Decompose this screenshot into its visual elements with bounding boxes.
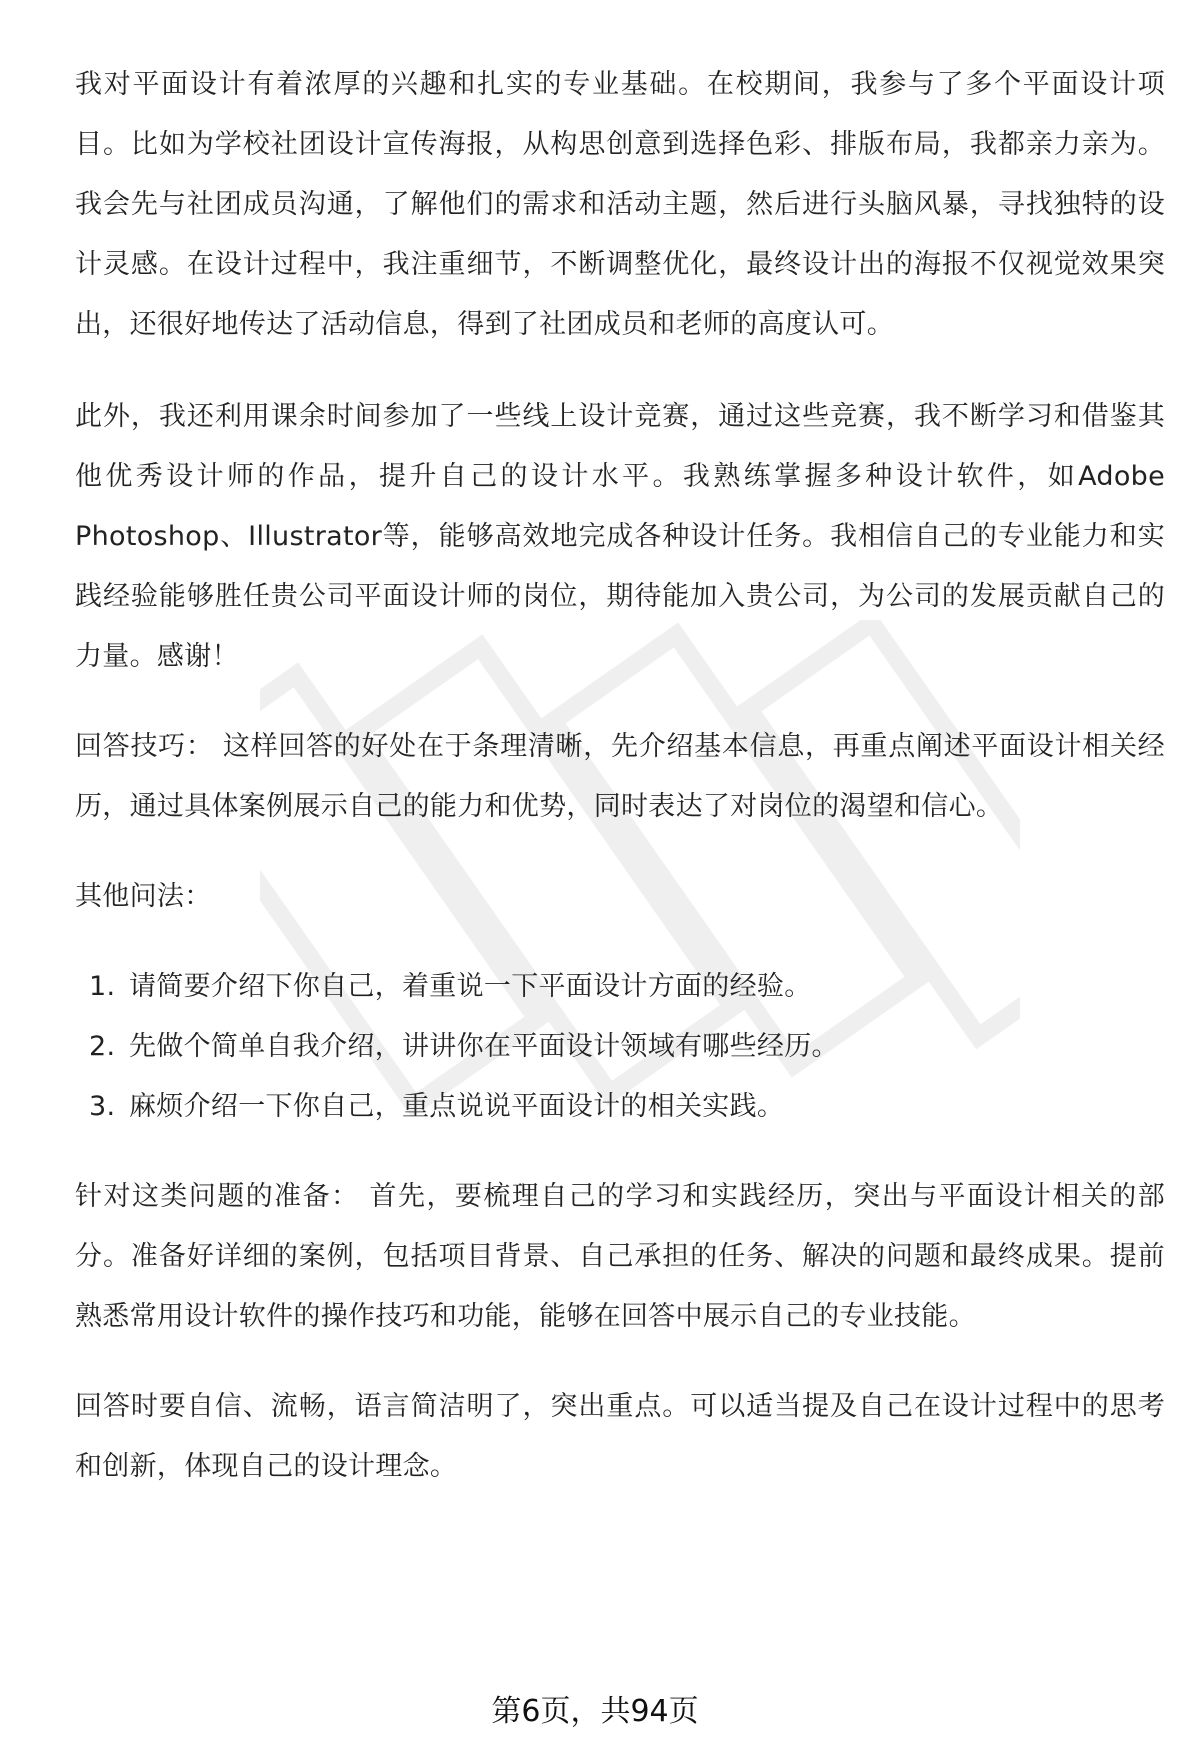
list-item bbox=[75, 957, 1165, 1017]
main-content bbox=[75, 55, 1165, 1497]
list-item-number: 3. bbox=[89, 1091, 116, 1122]
list-item-number: 1. bbox=[89, 971, 116, 1002]
list-item bbox=[75, 1077, 1165, 1137]
paragraph-preparation: 针对这类问题的准备： 首先，要梳理自己的学习和实践经历，突出与平面设计相关的部分。准备好详细的案例，包括项目背景、自己承担的任务、解决的问题和最终成果。提前熟悉常用设计软件的操作技巧和功能，能够在回答中展示自己的专业技能。 bbox=[75, 1181, 1165, 1332]
paragraph-answer-tips: 回答技巧： 这样回答的好处在于条理清晰，先介绍基本信息，再重点阐述平面设计相关经历，通过具体案例展示自己的能力和优势，同时表达了对岗位的渴望和信心。 bbox=[75, 731, 1165, 822]
paragraph-design-experience: 我对平面设计有着浓厚的兴趣和扎实的专业基础。在校期间，我参与了多个平面设计项目。比如为学校社团设计宣传海报，从构思创意到选择色彩、排版布局，我都亲力亲为。我会先与社团成员沟通，了解他们的需求和活动主题，然后进行头脑风暴，寻找独特的设计灵感。在设计过程中，我注重细节，不断调整优化，最终设计出的海报不仅视觉效果突出，还很好地传达了活动信息，得到了社团成员和老师的高度认可。 bbox=[75, 69, 1165, 340]
page-number-footer: 第6页，共94页 bbox=[491, 1694, 699, 1729]
list-item-text: 麻烦介绍一下你自己，重点说说平面设计的相关实践。 bbox=[129, 1091, 785, 1122]
list-item-number: 2. bbox=[89, 1031, 116, 1062]
list-item-text: 先做个简单自我介绍，讲讲你在平面设计领域有哪些经历。 bbox=[129, 1031, 839, 1062]
list-item bbox=[75, 1017, 1165, 1077]
alt-questions-list bbox=[75, 957, 1165, 1137]
paragraph-other-phrasings-heading: 其他问法： bbox=[75, 881, 212, 912]
paragraph-competitions-skills: 此外，我还利用课余时间参加了一些线上设计竞赛，通过这些竞赛，我不断学习和借鉴其他优秀设计师的作品，提升自己的设计水平。我熟练掌握多种设计软件，如Adobe Photoshop、Illustrator等，能够高效地完成各种设计任务。我相信自己的专业能力和实践经验能够胜任贵公司平面设计师的岗位，期待能加入贵公司，为公司的发展贡献自己的力量。感谢！ bbox=[75, 401, 1165, 672]
list-item-text: 请简要介绍下你自己，着重说一下平面设计方面的经验。 bbox=[129, 971, 812, 1002]
paragraph-delivery-advice: 回答时要自信、流畅，语言简洁明了，突出重点。可以适当提及自己在设计过程中的思考和创新，体现自己的设计理念。 bbox=[75, 1391, 1165, 1482]
